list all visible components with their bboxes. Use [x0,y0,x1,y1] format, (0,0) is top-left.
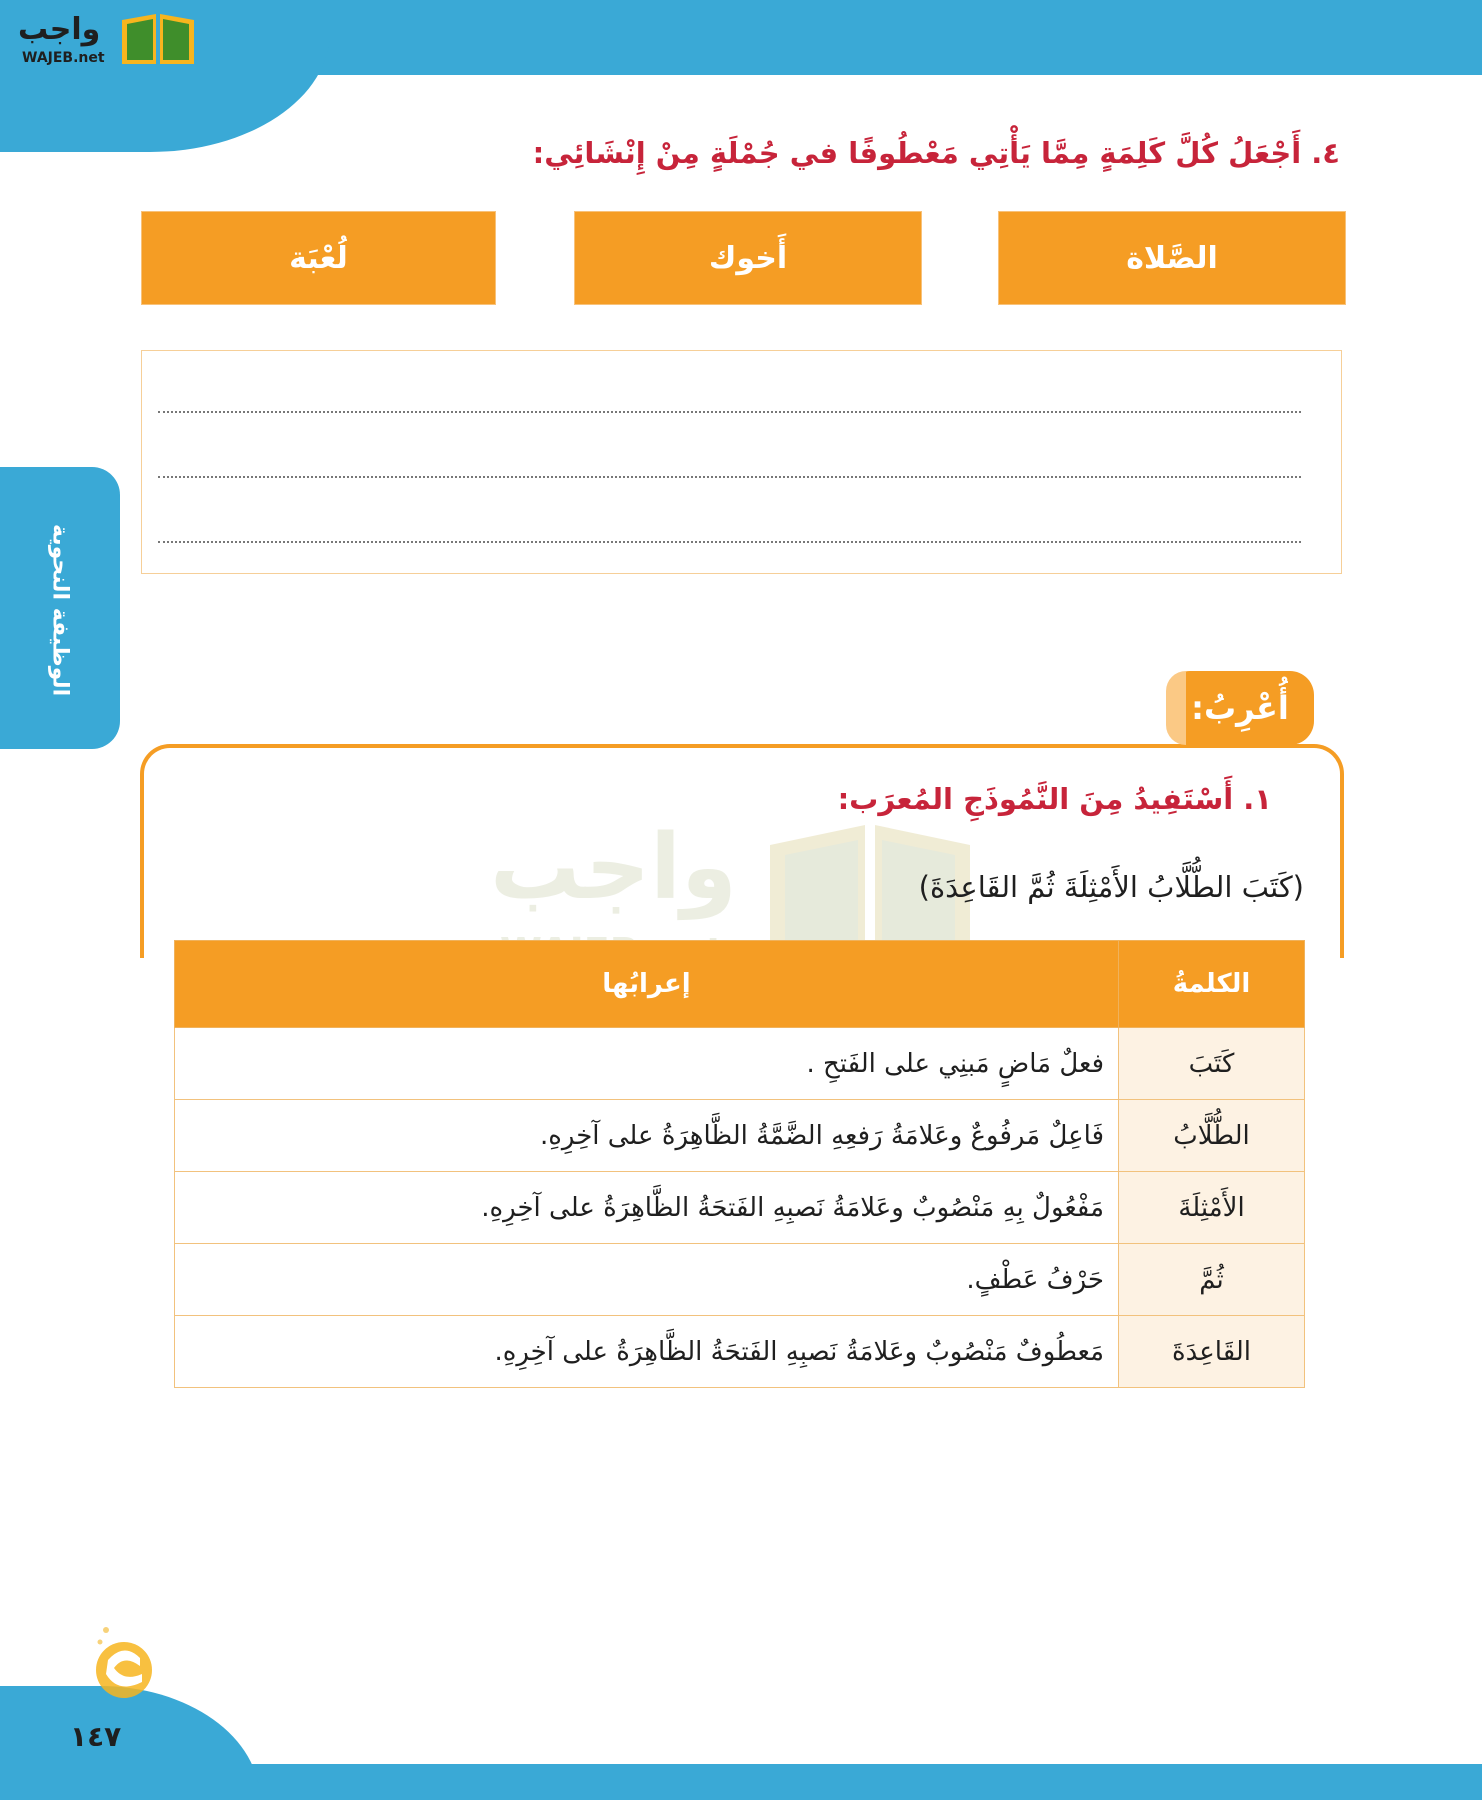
word-box-3: لُعْبَة [141,211,496,305]
row-word: الأَمْثِلَةَ [1119,1172,1305,1244]
answer-line-1[interactable] [158,411,1301,413]
irab-table [174,940,1305,1388]
table-row [175,1100,1305,1172]
row-word: الطُّلَّابُ [1119,1100,1305,1172]
exercise-4-title: ٤. أَجْعَلُ كُلَّ كَلِمَةٍ مِمَّا يَأْتِي مَعْطُوفًا في جُمْلَةٍ مِنْ إِنْشَائِي: [532,136,1340,170]
wajeb-logo[interactable] [10,6,190,68]
word-box-1: الصَّلاة [998,211,1346,305]
example-sentence: (كَتَبَ الطُّلَّابُ الأَمْثِلَةَ ثُمَّ القَاعِدَةَ) [918,870,1304,904]
watermark-text: واجب [490,815,737,920]
row-irab: مَفْعُولٌ بِهِ مَنْصُوبٌ وعَلامَةُ نَصبِهِ الفَتحَةُ الظَّاهِرَةُ على آخِرِهِ. [175,1172,1119,1244]
bottom-corner-curve [0,1686,260,1800]
irab-table-header-row [175,941,1305,1028]
letter-ein-icon [88,1612,160,1702]
chapter-side-label: الوظيفة النحوية [47,523,73,697]
row-word: ثُمَّ [1119,1244,1305,1316]
irab-tab: أُعْرِبُ: [1166,671,1314,745]
row-irab: حَرْفُ عَطْفٍ. [175,1244,1119,1316]
irab-tab-shade [1166,671,1186,745]
answer-line-2[interactable] [158,476,1301,478]
book-icon [118,10,198,68]
table-row [175,1316,1305,1388]
logo-subtext: WAJEB.net [22,50,105,66]
row-word: كَتَبَ [1119,1028,1305,1100]
irab-step-1: ١. أَسْتَفِيدُ مِنَ النَّمُوذَجِ المُعرَب: [837,782,1272,816]
logo-text: واجب [18,12,101,47]
header-word: الكلمةُ [1119,941,1305,1028]
row-irab: فعلٌ مَاضٍ مَبنِي على الفَتحِ . [175,1028,1119,1100]
row-irab: فَاعِلٌ مَرفُوعٌ وعَلامَةُ رَفعِهِ الضَّمَّةُ الظَّاهِرَةُ على آخِرِهِ. [175,1100,1119,1172]
word-box-2: أَخوك [574,211,922,305]
row-irab: مَعطُوفٌ مَنْصُوبٌ وعَلامَةُ نَصبِهِ الفَتحَةُ الظَّاهِرَةُ على آخِرِهِ. [175,1316,1119,1388]
answer-box[interactable] [141,350,1342,574]
table-row [175,1244,1305,1316]
table-row [175,1028,1305,1100]
answer-line-3[interactable] [158,541,1301,543]
page-number: ١٤٧ [70,1720,122,1753]
table-row [175,1172,1305,1244]
row-word: القَاعِدَةَ [1119,1316,1305,1388]
header-irab: إعرابُها [175,941,1119,1028]
